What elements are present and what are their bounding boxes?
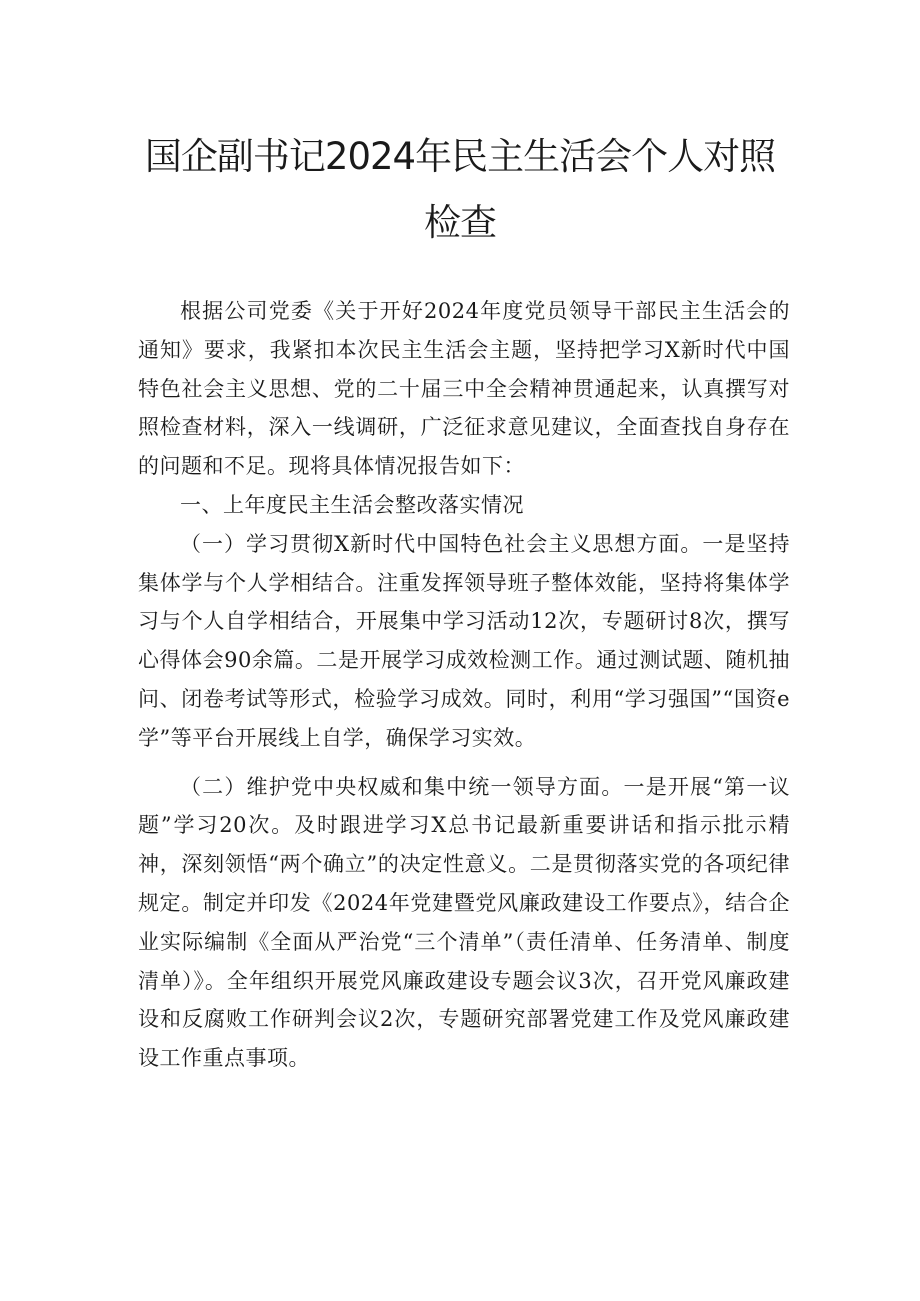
subsection-paragraph-1: （一）学习贯彻X新时代中国特色社会主义思想方面。一是坚持集体学与个人学相结合。注重发挥领导班子整体效能，坚持将集体学习与个人自学相结合，开展集中学习活动12次，专题研讨8次，撰写心得体会90余篇。二是开展学习成效检测工作。通过测试题、随机抽问、闭卷考试等形式，检验学习成效。同时，利用“学习强国”“国资e学”等平台开展线上自学，确保学习实效。 [138, 531, 790, 750]
intro-paragraph: 根据公司党委《关于开好2024年度党员领导干部民主生活会的通知》要求，我紧扣本次民主生活会主题，坚持把学习X新时代中国特色社会主义思想、党的二十届三中全会精神贯通起来，认真撰写对照检查材料，深入一线调研，广泛征求意见建议，全面查找自身存在的问题和不足。现将具体情况报告如下： [138, 299, 790, 479]
document-body [138, 292, 790, 1078]
subsection-paragraph-2: （二）维护党中央权威和集中统一领导方面。一是开展“第一议题”学习20次。及时跟进学习X总书记最新重要讲话和指示批示精神，深刻领悟“两个确立”的决定性意义。二是贯彻落实党的各项纪律规定。制定并印发《2024年党建暨党风廉政建设工作要点》，结合企业实际编制《全面从严治党“三个清单”（责任清单、任务清单、制度清单）》。全年组织开展党风廉政建设专题会议3次，召开党风廉政建设和反腐败工作研判会议2次，专题研究部署党建工作及党风廉政建设工作重点事项。 [138, 774, 790, 1071]
section-heading: 一、上年度民主生活会整改落实情况 [180, 492, 524, 517]
document-title: 国企副书记2024年民主生活会个人对照检查 [144, 135, 776, 244]
